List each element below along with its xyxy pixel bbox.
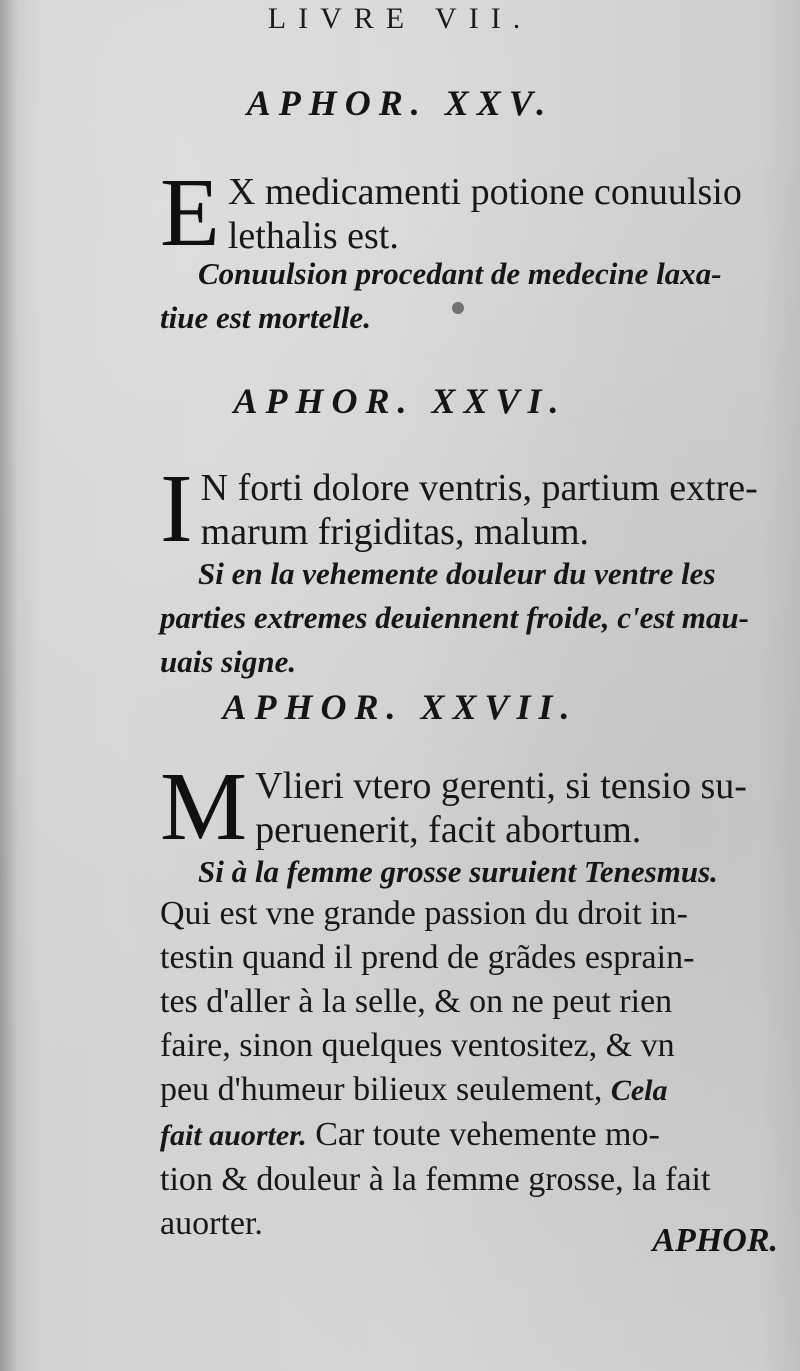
latin-line: marum frigiditas, malum. — [200, 511, 590, 553]
commentary-line: testin quand il prend de grãdes esprain- — [160, 939, 695, 976]
french-line: parties extremes deuiennent froide, c'est mau- — [160, 600, 749, 635]
latin-text-xxvi — [160, 455, 775, 563]
commentary-fragment: Car toute vehemente mo- — [315, 1116, 660, 1153]
french-translation-xxvii — [160, 850, 775, 894]
commentary-line: auorter. — [160, 1205, 263, 1242]
latin-line: peruenerit, facit abortum. — [255, 809, 642, 851]
commentary-italic-fragment: Cela — [610, 1074, 668, 1107]
commentary-italic-fragment: fait auorter. — [160, 1119, 307, 1152]
commentary-fragment: peu d'humeur bilieux seulement, — [160, 1071, 603, 1108]
french-line: tiue est mortelle. — [160, 300, 371, 335]
commentary-line — [160, 1068, 775, 1113]
french-line: uais signe. — [160, 644, 297, 679]
dropcap-m: M — [160, 753, 248, 861]
aphorism-heading-xxv: APHOR. XXV. — [246, 83, 554, 123]
ink-speck — [452, 302, 464, 314]
aphorism-heading-xxvii: APHOR. XXVII. — [222, 687, 578, 727]
aphorism-heading-xxvi: APHOR. XXVI. — [233, 381, 567, 421]
latin-line: N forti dolore ventris, partium extre- — [200, 467, 758, 509]
commentary-line: faire, sinon quelques ventositez, & vn — [160, 1027, 675, 1064]
commentary-line: tes d'aller à la selle, & on ne peut rien — [160, 983, 673, 1020]
french-translation-xxvi — [160, 552, 775, 684]
commentary-line: tion & douleur à la femme grosse, la fait — [160, 1161, 711, 1198]
french-line: Si à la femme grosse suruient Tenesmus. — [198, 854, 718, 889]
french-translation-xxv — [160, 252, 775, 340]
latin-text-xxvii — [160, 753, 775, 861]
latin-text-xxv — [160, 159, 775, 267]
french-line: Conuulsion procedant de medecine laxa- — [198, 256, 722, 291]
dropcap-e: E — [160, 159, 220, 267]
running-head: LIVRE VII. — [267, 2, 533, 35]
french-line: Si en la vehemente douleur du ventre les — [198, 556, 716, 591]
latin-line: lethalis est. — [227, 215, 399, 257]
commentary-line — [160, 1113, 775, 1158]
latin-line: X medicamenti potione conuulsio — [227, 171, 742, 213]
catchword: APHOR. — [652, 1222, 778, 1259]
dropcap-i: I — [160, 455, 193, 563]
commentary-xxvii — [160, 892, 775, 1246]
commentary-line: Qui est vne grande passion du droit in- — [160, 895, 688, 932]
latin-line: Vlieri vtero gerenti, si tensio su- — [255, 765, 747, 807]
